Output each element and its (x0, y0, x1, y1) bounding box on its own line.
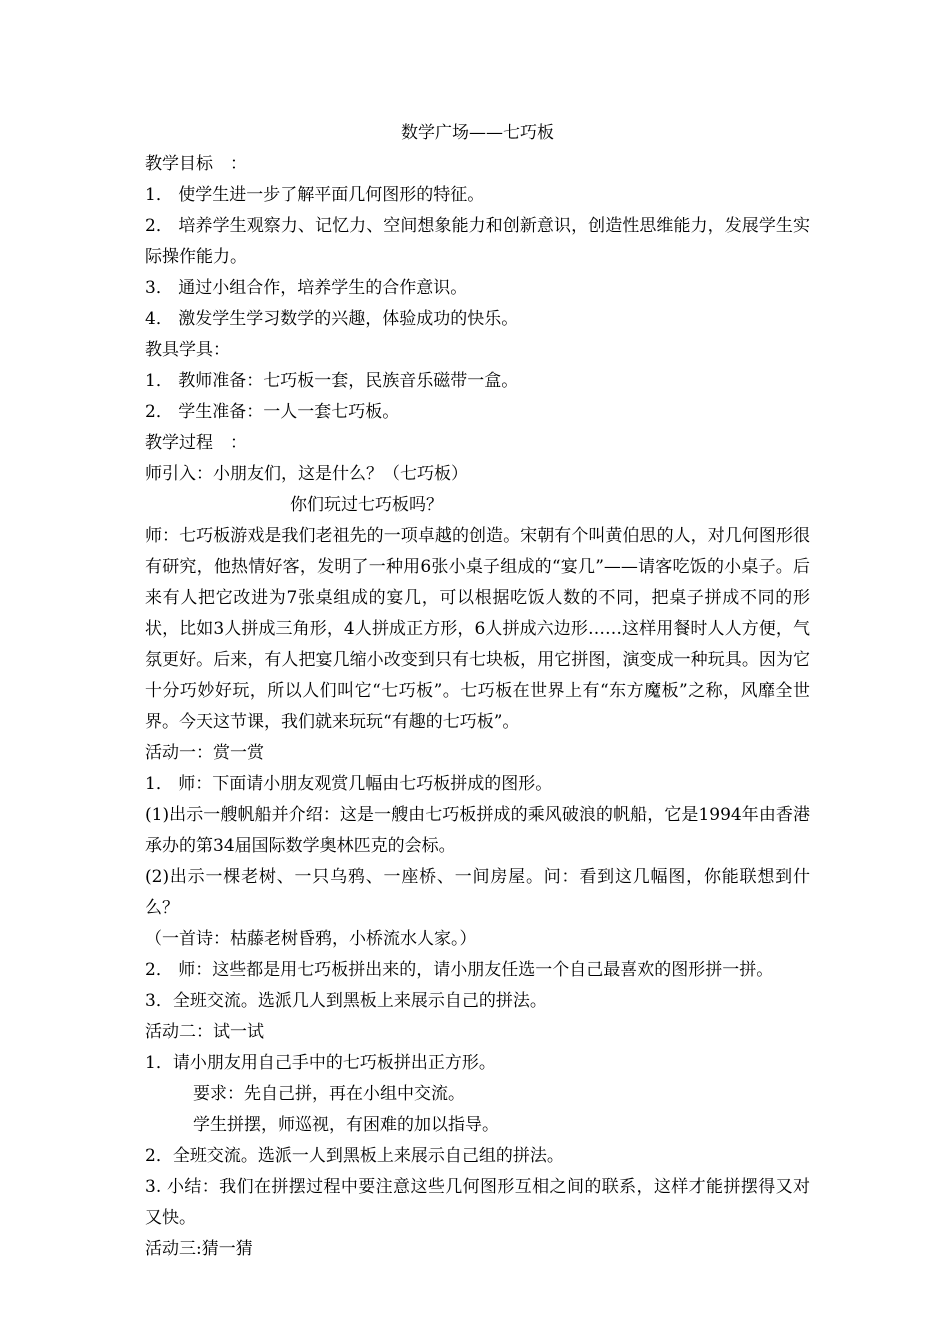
activity2-item-1: 1．请小朋友用自己手中的七巧板拼出正方形。 (145, 1053, 496, 1073)
activity2-guidance: 学生拼摆，师巡视，有困难的加以指导。 (193, 1115, 499, 1135)
activity2-heading: 活动二：试一试 (145, 1022, 264, 1042)
activity1-poem: （一首诗：枯藤老树昏鸦，小桥流水人家。） (145, 929, 477, 949)
intro-line-2: 你们玩过七巧板吗？ (290, 495, 443, 515)
activity1-item-3: 3．全班交流。选派几人到黑板上来展示自己的拼法。 (145, 991, 547, 1011)
story-paragraph: 师：七巧板游戏是我们老祖先的一项卓越的创造。宋朝有个叫黄伯思的人，对几何图形很有研究，他热情好客，发明了一种用6张小桌子组成的“宴几”——请客吃饭的小桌子。后来有人把它改进为7张桌组成的宴几，可以根据吃饭人数的不同，把桌子拼成不同的形状，比如3人拼成三角形，4人拼成正方形，6人拼成六边形……这样用餐时人人方便，气氛更好。后来，有人把宴几缩小改变到只有七块板，用它拼图，演变成一种玩具。因为它十分巧妙好玩，所以人们叫它“七巧板”。七巧板在世界上有“东方魔板”之称，风靡全世界。今天这节课，我们就来玩玩“有趣的七巧板”。 (145, 526, 810, 732)
tool-item-2: 2． 学生准备：一人一套七巧板。 (145, 402, 400, 422)
process-heading: 教学过程 ： (145, 433, 247, 453)
activity1-heading: 活动一：赏一赏 (145, 743, 264, 763)
activity1-sub-2: (2)出示一棵老树、一只乌鸦、一座桥、一间房屋。问：看到这几幅图，你能联想到什么？ (145, 867, 810, 918)
activity3-heading: 活动三:猜一猜 (145, 1239, 253, 1259)
goals-heading: 教学目标 ： (145, 154, 247, 174)
document-title: 数学广场——七巧板 (401, 123, 554, 143)
goal-item-3: 3． 通过小组合作，培养学生的合作意识。 (145, 278, 468, 298)
activity2-item-2: 2．全班交流。选派一人到黑板上来展示自己组的拼法。 (145, 1146, 564, 1166)
activity1-sub-1: (1)出示一艘帆船并介绍：这是一艘由七巧板拼成的乘风破浪的帆船，它是1994年由香港承办的第34届国际数学奥林匹克的会标。 (145, 805, 810, 856)
activity2-requirement: 要求：先自己拼，再在小组中交流。 (193, 1084, 465, 1104)
activity1-item-1: 1． 师：下面请小朋友观赏几幅由七巧板拼成的图形。 (145, 774, 553, 794)
tools-heading: 教具学具： (145, 340, 230, 360)
tool-item-1: 1． 教师准备：七巧板一套，民族音乐磁带一盒。 (145, 371, 519, 391)
document-page (145, 118, 810, 1265)
goal-item-4: 4． 激发学生学习数学的兴趣，体验成功的快乐。 (145, 309, 519, 329)
goal-item-2: 2． 培养学生观察力、记忆力、空间想象能力和创新意识，创造性思维能力，发展学生实际操作能力。 (145, 216, 810, 267)
activity2-item-3: 3. 小结：我们在拼摆过程中要注意这些几何图形互相之间的联系，这样才能拼摆得又对又快。 (145, 1177, 810, 1228)
activity1-item-2: 2． 师：这些都是用七巧板拼出来的，请小朋友任选一个自己最喜欢的图形拼一拼。 (145, 960, 774, 980)
goal-item-1: 1． 使学生进一步了解平面几何图形的特征。 (145, 185, 485, 205)
intro-line-1: 师引入：小朋友们，这是什么？（七巧板） (145, 464, 468, 484)
